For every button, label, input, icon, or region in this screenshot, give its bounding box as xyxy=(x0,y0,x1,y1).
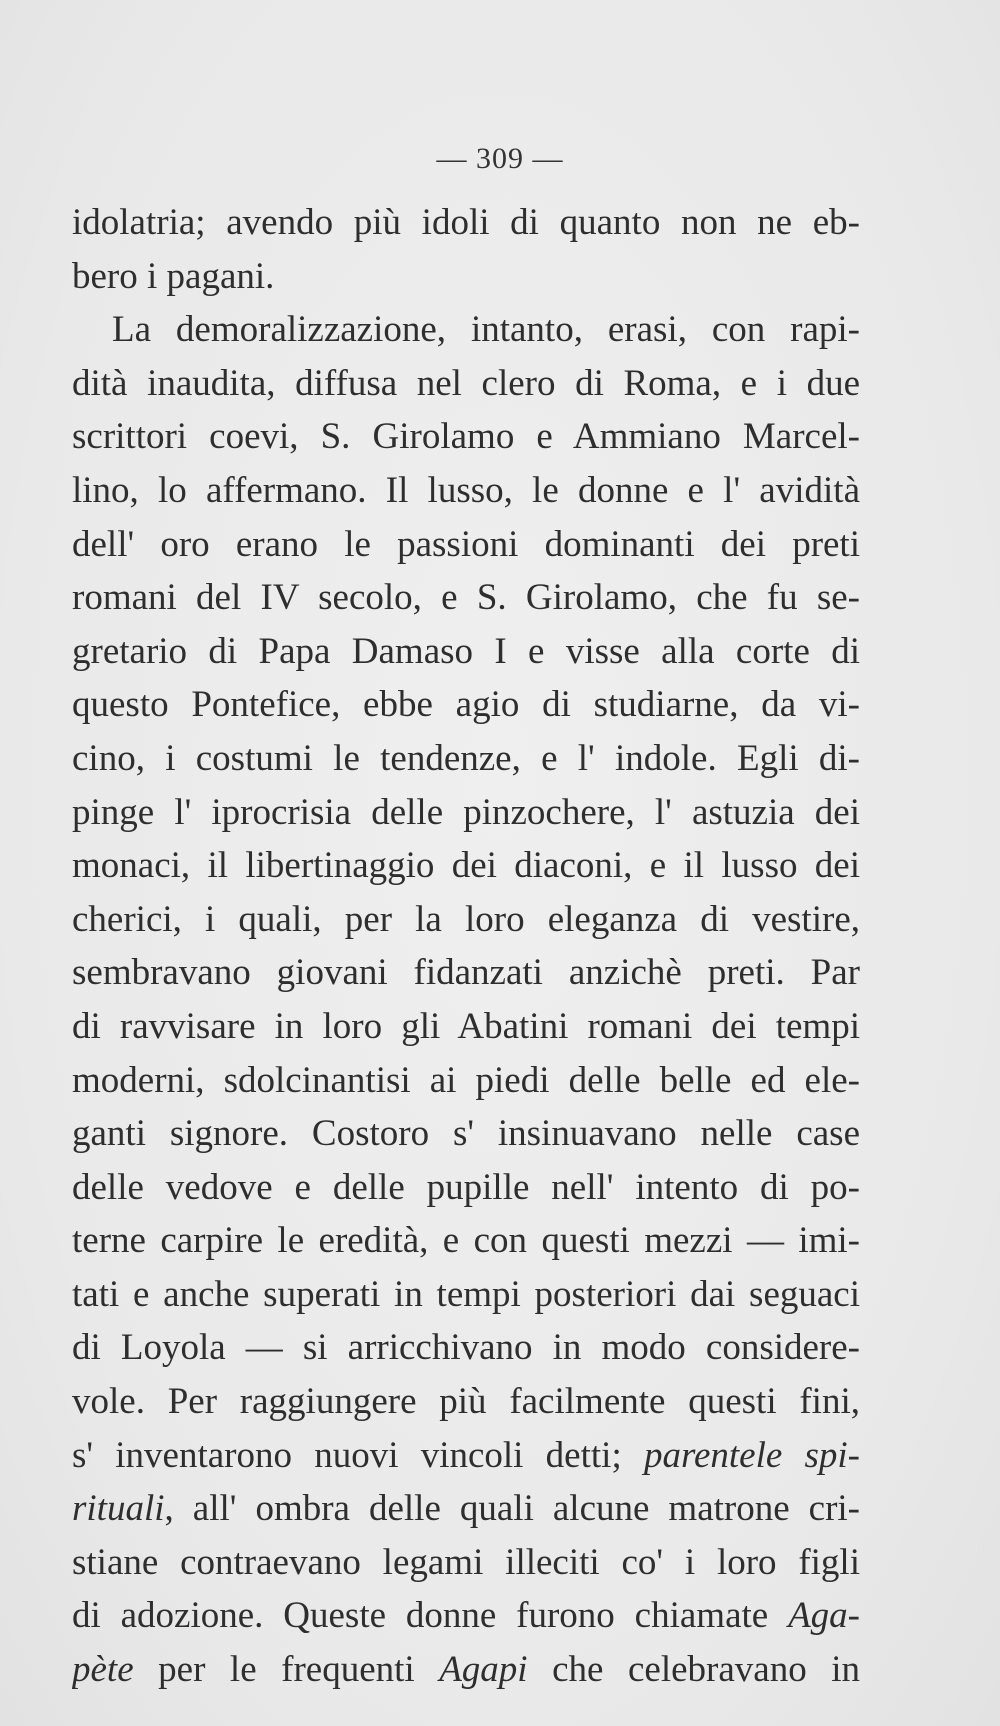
text-line: gretario di Papa Damaso I e visse alla corte di xyxy=(72,630,860,672)
text-line xyxy=(72,1589,860,1643)
text-segment: s' inventarono nuovi vincoli detti; xyxy=(72,1434,644,1476)
text-line: scrittori coevi, S. Girolamo e Ammiano Marcel- xyxy=(72,416,860,458)
italic-text: Aga- xyxy=(788,1595,860,1637)
text-line: delle vedove e delle pupille nell' intento di po- xyxy=(72,1166,860,1208)
text-line: pinge l' iprocrisia delle pinzochere, l' astuzia dei xyxy=(72,791,860,833)
text-line: di ravvisare in loro gli Abatini romani dei tempi xyxy=(72,1005,860,1047)
text-segment: che celebravano in xyxy=(527,1649,860,1691)
text-line xyxy=(72,1643,860,1697)
text-line: di Loyola — si arricchivano in modo considere- xyxy=(72,1327,860,1369)
text-segment: di adozione. Queste donne furono chiamate xyxy=(72,1595,789,1637)
text-line: tati e anche superati in tempi posteriori dai seguaci xyxy=(72,1273,860,1315)
text-line: sembravano giovani fidanzati anzichè preti. Par xyxy=(72,952,860,994)
text-line: stiane contraevano legami illeciti co' i loro figli xyxy=(72,1541,860,1583)
text-line: cherici, i quali, per la loro eleganza di vestire, xyxy=(72,898,860,940)
text-line: lino, lo affermano. Il lusso, le donne e l' avidità xyxy=(72,469,860,511)
text-line: terne carpire le eredità, e con questi mezzi — imi- xyxy=(72,1220,860,1262)
text-line: questo Pontefice, ebbe agio di studiarne, da vi- xyxy=(72,684,860,726)
text-line: idolatria; avendo più idoli di quanto non ne eb- xyxy=(72,202,860,243)
text-line: cino, i costumi le tendenze, e l' indole. Egli di- xyxy=(72,737,860,779)
italic-text: Agapi xyxy=(439,1649,528,1691)
text-line xyxy=(72,1429,860,1483)
text-line: bero i pagani. xyxy=(72,255,275,297)
text-line: monaci, il libertinaggio dei diaconi, e il lusso dei xyxy=(72,845,860,887)
italic-text: parentele spi- xyxy=(643,1434,860,1476)
text-line: dità inaudita, diffusa nel clero di Roma, e i due xyxy=(72,362,860,404)
text-line: dell' oro erano le passioni dominanti dei preti xyxy=(72,523,860,565)
text-line: ganti signore. Costoro s' insinuavano nelle case xyxy=(72,1113,860,1155)
page-number: — 309 — xyxy=(436,142,564,175)
text-line: romani del IV secolo, e S. Girolamo, che fu se- xyxy=(72,577,860,619)
text-line: vole. Per raggiungere più facilmente questi fini, xyxy=(72,1381,860,1423)
text-segment: per le frequenti xyxy=(133,1649,440,1691)
text-segment: , all' ombra delle quali alcune matrone cri- xyxy=(164,1488,860,1530)
body-text xyxy=(72,196,860,1697)
italic-text: rituali xyxy=(72,1488,165,1530)
text-line: La demoralizzazione, intanto, erasi, con rapi- xyxy=(112,309,860,351)
text-line: moderni, sdolcinantisi ai piedi delle belle ed ele- xyxy=(72,1059,860,1101)
italic-text: pète xyxy=(72,1649,134,1691)
text-line xyxy=(72,1482,860,1536)
